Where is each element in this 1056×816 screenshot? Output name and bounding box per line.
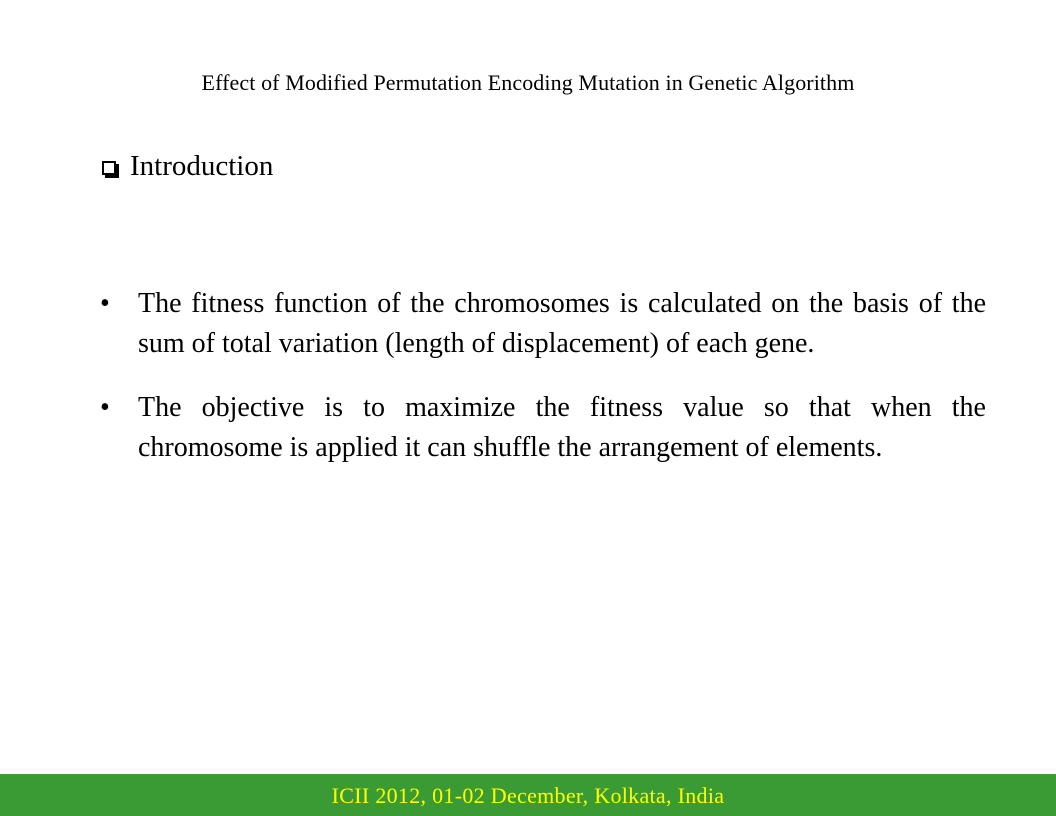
slide-header: Effect of Modified Permutation Encoding Mutation in Genetic Algorithm	[201, 70, 855, 95]
checkbox-icon	[102, 161, 116, 175]
footer-text: ICII 2012, 01-02 December, Kolkata, India	[331, 783, 725, 808]
bullet-text: The fitness function of the chromosomes is calculated on the basis of the sum of total variation (length of displacement) of each gene.	[138, 288, 986, 359]
section-heading-label: Introduction	[130, 150, 274, 182]
bullet-icon: •	[100, 288, 110, 319]
bullet-list	[100, 284, 986, 492]
footer-bar	[0, 774, 1056, 816]
bullet-item	[100, 388, 986, 468]
bullet-text: The objective is to maximize the fitness value so that when the chromosome is applied it can shuffle the arrangement of elements.	[138, 392, 986, 463]
section-heading	[102, 150, 273, 183]
bullet-item	[100, 284, 986, 364]
bullet-icon: •	[100, 392, 110, 423]
